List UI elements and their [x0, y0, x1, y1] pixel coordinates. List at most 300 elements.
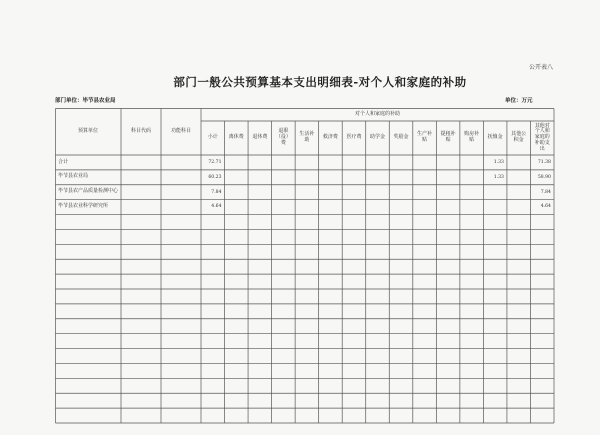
table-cell-value — [507, 349, 531, 364]
table-cell-value — [295, 274, 319, 289]
table-cell-value — [225, 170, 249, 185]
table-cell-value — [507, 408, 531, 423]
table-row-function-subject — [161, 229, 201, 244]
table-cell-value — [342, 363, 366, 378]
column-header: 抚恤金 — [487, 134, 503, 141]
table-cell-value — [460, 319, 484, 334]
table-row-subject-code — [121, 259, 161, 274]
table-cell-value — [319, 408, 343, 423]
table-cell-value — [389, 185, 413, 200]
table-cell-value — [413, 319, 437, 334]
table-cell-value — [483, 244, 507, 259]
column-header: 预算单位 — [77, 127, 98, 134]
table-cell-value — [460, 259, 484, 274]
table-cell-value — [436, 200, 460, 215]
table-cell-value — [389, 289, 413, 304]
table-cell-value — [530, 289, 554, 304]
table-row-function-subject — [161, 185, 201, 200]
table-cell-value — [366, 304, 390, 319]
table-row-unit-name — [55, 363, 121, 378]
table-cell-value — [413, 259, 437, 274]
table-cell-value — [389, 274, 413, 289]
table-cell-value — [460, 304, 484, 319]
column-header: 救济费 — [322, 134, 338, 141]
table-cell-value — [225, 349, 249, 364]
table-cell-value — [201, 393, 225, 408]
table-cell-value — [342, 229, 366, 244]
table-cell-value — [295, 215, 319, 230]
table-cell-value — [389, 363, 413, 378]
table-row-unit-name — [55, 259, 121, 274]
table-cell-value — [366, 200, 390, 215]
table-cell-value — [272, 304, 296, 319]
table-cell-value — [319, 185, 343, 200]
table-cell-value — [342, 244, 366, 259]
table-cell-value — [201, 259, 225, 274]
table-cell-value — [272, 274, 296, 289]
table-cell-value — [295, 363, 319, 378]
table-cell-value — [319, 229, 343, 244]
table-cell-value — [460, 244, 484, 259]
table-cell-value — [272, 170, 296, 185]
table-cell-value — [201, 289, 225, 304]
table-cell-value — [248, 289, 272, 304]
table-cell-value: 7.84 — [540, 189, 551, 195]
table-cell-value — [366, 334, 390, 349]
table-cell-value — [389, 170, 413, 185]
table-cell-value — [483, 408, 507, 423]
table-cell-value — [436, 304, 460, 319]
table-row-function-subject — [161, 334, 201, 349]
table-row-subject-code — [121, 393, 161, 408]
table-cell-value — [295, 259, 319, 274]
table-row-function-subject — [161, 170, 201, 185]
table-row-unit-name — [55, 289, 121, 304]
table-row-subject-code — [121, 349, 161, 364]
table-cell-value — [201, 363, 225, 378]
table-cell-value — [413, 393, 437, 408]
table-cell-value — [366, 259, 390, 274]
table-cell-value — [225, 274, 249, 289]
table-cell-value — [483, 200, 507, 215]
table-row-function-subject — [161, 155, 201, 170]
table-cell-value — [389, 319, 413, 334]
table-cell-value — [201, 244, 225, 259]
table-row-subject-code — [121, 229, 161, 244]
table-row-unit-name — [55, 393, 121, 408]
table-cell-value — [366, 170, 390, 185]
table-row-subject-code — [121, 185, 161, 200]
table-cell-value — [225, 319, 249, 334]
table-cell-value — [319, 170, 343, 185]
table-cell-value — [225, 200, 249, 215]
table-row-subject-code — [121, 155, 161, 170]
table-cell-value — [460, 155, 484, 170]
table-cell-value — [342, 200, 366, 215]
table-cell-value — [272, 334, 296, 349]
table-cell-value — [342, 215, 366, 230]
table-row-function-subject — [161, 244, 201, 259]
table-cell-value — [460, 349, 484, 364]
table-cell-value — [295, 393, 319, 408]
table-cell-value — [483, 349, 507, 364]
column-header: 离休费 — [228, 134, 244, 141]
table-cell-value — [248, 215, 272, 230]
table-cell-value — [248, 349, 272, 364]
column-header: 提租补贴 — [440, 131, 456, 143]
table-cell-value — [366, 215, 390, 230]
table-cell-value — [319, 393, 343, 408]
table-cell-value — [248, 319, 272, 334]
table-cell-value — [225, 378, 249, 393]
table-cell-value — [225, 215, 249, 230]
table-cell-value — [530, 349, 554, 364]
table-row-unit-name — [55, 378, 121, 393]
table-cell-value — [413, 334, 437, 349]
table-cell-value — [295, 304, 319, 319]
table-cell-value — [248, 304, 272, 319]
table-cell-value — [389, 155, 413, 170]
table-cell-value — [483, 378, 507, 393]
table-cell-value — [366, 244, 390, 259]
table-cell-value — [436, 408, 460, 423]
table-cell-value — [319, 200, 343, 215]
column-header: 科目代码 — [130, 127, 151, 134]
table-cell-value — [366, 319, 390, 334]
table-row-subject-code — [121, 319, 161, 334]
table-cell-value — [201, 319, 225, 334]
table-cell-value — [201, 229, 225, 244]
table-cell-value — [319, 378, 343, 393]
table-cell-value — [248, 244, 272, 259]
table-row-unit-name: 毕节县农业科学研究所 — [58, 203, 109, 210]
table-row-subject-code — [121, 408, 161, 423]
table-cell-value — [413, 155, 437, 170]
table-cell-value — [319, 155, 343, 170]
table-cell-value — [319, 363, 343, 378]
table-cell-value — [436, 334, 460, 349]
table-cell-value — [507, 289, 531, 304]
table-row-unit-name — [55, 408, 121, 423]
table-cell-value — [530, 408, 554, 423]
table-row-subject-code — [121, 244, 161, 259]
table-cell-value — [225, 334, 249, 349]
table-cell-value — [319, 244, 343, 259]
table-cell-value — [530, 378, 554, 393]
table-row-subject-code — [121, 378, 161, 393]
table-cell-value — [295, 229, 319, 244]
table-row-function-subject — [161, 259, 201, 274]
table-cell-value — [389, 304, 413, 319]
table-cell-value — [366, 155, 390, 170]
table-cell-value — [319, 349, 343, 364]
column-header: 助学金 — [369, 134, 385, 141]
group-header: 对个人和家庭的补助 — [354, 110, 400, 117]
table-row-subject-code — [121, 170, 161, 185]
table-cell-value — [272, 200, 296, 215]
table-row-function-subject — [161, 378, 201, 393]
table-cell-value — [295, 408, 319, 423]
table-cell-value — [413, 185, 437, 200]
table-cell-value — [483, 215, 507, 230]
table-cell-value — [319, 289, 343, 304]
table-cell-value — [295, 378, 319, 393]
table-cell-value — [342, 185, 366, 200]
table-cell-value — [507, 244, 531, 259]
table-cell-value — [483, 319, 507, 334]
table-cell-value: 1.33 — [493, 174, 504, 180]
table-cell-value — [225, 393, 249, 408]
table-cell-value — [389, 229, 413, 244]
table-row-unit-name — [55, 244, 121, 259]
table-row-function-subject — [161, 274, 201, 289]
column-header: 购房补贴 — [464, 131, 480, 143]
table-cell-value — [248, 378, 272, 393]
table-row-unit-name — [55, 319, 121, 334]
table-cell-value — [460, 229, 484, 244]
table-cell-value — [507, 185, 531, 200]
table-cell-value — [295, 155, 319, 170]
column-header: 小计 — [207, 134, 218, 141]
table-row-function-subject — [161, 304, 201, 319]
table-cell-value — [272, 408, 296, 423]
table-cell-value — [201, 378, 225, 393]
table-row-subject-code — [121, 304, 161, 319]
table-cell-value — [413, 274, 437, 289]
table-cell-value — [248, 185, 272, 200]
table-cell-value — [248, 170, 272, 185]
table-cell-value — [389, 393, 413, 408]
table-cell-value — [460, 170, 484, 185]
table-cell-value — [248, 259, 272, 274]
table-cell-value — [413, 215, 437, 230]
table-cell-value — [483, 185, 507, 200]
table-cell-value — [530, 215, 554, 230]
table-cell-value — [272, 289, 296, 304]
table-cell-value — [366, 289, 390, 304]
table-cell-value — [460, 363, 484, 378]
table-cell-value — [413, 244, 437, 259]
table-row-function-subject — [161, 349, 201, 364]
table-cell-value — [201, 215, 225, 230]
table-cell-value — [507, 259, 531, 274]
table-cell-value — [248, 408, 272, 423]
table-cell-value — [507, 170, 531, 185]
table-cell-value — [342, 259, 366, 274]
table-cell-value — [225, 244, 249, 259]
table-cell-value — [225, 304, 249, 319]
column-header: 其他对个人和家庭的补助支出 — [534, 122, 550, 152]
table-cell-value — [319, 319, 343, 334]
currency-unit-label: 单位：万元 — [505, 98, 533, 104]
table-cell-value — [483, 229, 507, 244]
table-cell-value: 60.23 — [208, 174, 222, 180]
table-cell-value — [366, 378, 390, 393]
table-cell-value — [483, 363, 507, 378]
table-cell-value — [389, 408, 413, 423]
table-cell-value — [319, 259, 343, 274]
table-cell-value — [342, 349, 366, 364]
table-cell-value — [319, 304, 343, 319]
table-cell-value — [483, 259, 507, 274]
table-cell-value — [460, 215, 484, 230]
table-cell-value — [460, 200, 484, 215]
table-cell-value — [507, 319, 531, 334]
table-cell-value — [225, 185, 249, 200]
table-cell-value — [389, 259, 413, 274]
table-cell-value — [225, 229, 249, 244]
table-cell-value — [342, 304, 366, 319]
table-cell-value — [413, 304, 437, 319]
table-row-function-subject — [161, 200, 201, 215]
table-row-subject-code — [121, 274, 161, 289]
table-cell-value — [201, 349, 225, 364]
table-cell-value — [342, 393, 366, 408]
table-cell-value — [413, 408, 437, 423]
table-row-unit-name: 合计 — [58, 158, 69, 165]
column-header: 生产补贴 — [417, 131, 433, 143]
table-row-subject-code — [121, 363, 161, 378]
table-cell-value — [460, 408, 484, 423]
table-cell-value — [413, 200, 437, 215]
table-cell-value — [225, 363, 249, 378]
table-cell-value — [507, 274, 531, 289]
table-cell-value — [460, 334, 484, 349]
table-cell-value — [295, 244, 319, 259]
table-cell-value — [530, 244, 554, 259]
table-cell-value — [483, 274, 507, 289]
table-cell-value — [413, 378, 437, 393]
table-cell-value — [272, 349, 296, 364]
table-cell-value — [530, 319, 554, 334]
table-cell-value — [460, 393, 484, 408]
table-row-unit-name: 毕节县农产品质量检测中心 — [58, 188, 119, 195]
table-cell-value — [342, 334, 366, 349]
column-header: 奖励金 — [393, 134, 409, 141]
table-cell-value — [342, 378, 366, 393]
table-cell-value — [295, 289, 319, 304]
table-row-unit-name — [55, 229, 121, 244]
table-cell-value — [366, 274, 390, 289]
table-cell-value — [507, 304, 531, 319]
table-row-unit-name — [55, 274, 121, 289]
table-cell-value — [319, 215, 343, 230]
table-cell-value — [248, 200, 272, 215]
table-cell-value — [436, 244, 460, 259]
table-cell-value: 58.90 — [537, 174, 551, 180]
table-cell-value — [389, 349, 413, 364]
table-cell-value — [460, 289, 484, 304]
table-cell-value — [366, 229, 390, 244]
table-cell-value — [436, 155, 460, 170]
table-cell-value — [272, 363, 296, 378]
table-cell-value: 71.38 — [537, 159, 551, 165]
table-cell-value — [295, 200, 319, 215]
table-cell-value — [366, 349, 390, 364]
table-cell-value — [413, 289, 437, 304]
table-row-subject-code — [121, 200, 161, 215]
table-cell-value — [389, 378, 413, 393]
table-row-unit-name: 毕节县农业局 — [58, 173, 89, 180]
table-cell-value — [389, 334, 413, 349]
table-cell-value — [460, 378, 484, 393]
table-cell-value — [248, 155, 272, 170]
table-cell-value — [201, 408, 225, 423]
table-row-function-subject — [161, 319, 201, 334]
table-cell-value — [248, 334, 272, 349]
table-cell-value — [460, 274, 484, 289]
table-cell-value — [389, 215, 413, 230]
table-cell-value — [460, 185, 484, 200]
table-cell-value — [436, 319, 460, 334]
table-cell-value — [225, 289, 249, 304]
table-cell-value — [295, 319, 319, 334]
table-cell-value — [342, 319, 366, 334]
table-cell-value — [295, 334, 319, 349]
table-cell-value — [342, 408, 366, 423]
table-cell-value — [436, 363, 460, 378]
table-cell-value — [319, 334, 343, 349]
table-cell-value — [436, 349, 460, 364]
table-row-function-subject — [161, 393, 201, 408]
table-cell-value — [483, 393, 507, 408]
table-cell-value — [272, 378, 296, 393]
table-cell-value — [507, 155, 531, 170]
table-cell-value — [366, 408, 390, 423]
table-cell-value — [530, 259, 554, 274]
table-cell-value — [272, 185, 296, 200]
table-cell-value — [507, 378, 531, 393]
table-cell-value — [342, 289, 366, 304]
table-row-unit-name — [55, 349, 121, 364]
table-cell-value: 4.64 — [211, 204, 222, 210]
table-cell-value — [389, 244, 413, 259]
table-cell-value — [507, 393, 531, 408]
table-cell-value — [248, 393, 272, 408]
document-code: 公开表八 — [529, 64, 554, 71]
table-cell-value — [366, 393, 390, 408]
table-cell-value — [413, 170, 437, 185]
table-cell-value — [248, 274, 272, 289]
table-cell-value: 7.84 — [211, 189, 222, 195]
column-header: 退职（役）费 — [275, 128, 291, 146]
table-cell-value — [272, 393, 296, 408]
table-cell-value — [225, 408, 249, 423]
column-header: 其他公积金 — [511, 131, 527, 143]
table-cell-value — [507, 334, 531, 349]
table-cell-value — [366, 363, 390, 378]
table-cell-value — [436, 185, 460, 200]
table-cell-value — [436, 274, 460, 289]
table-cell-value: 4.64 — [540, 204, 551, 210]
column-header: 生活补助 — [299, 131, 315, 143]
table-cell-value — [436, 289, 460, 304]
table-row-function-subject — [161, 363, 201, 378]
table-cell-value — [530, 274, 554, 289]
table-cell-value — [295, 349, 319, 364]
table-cell-value — [436, 393, 460, 408]
table-cell-value — [248, 363, 272, 378]
table-cell-value — [201, 274, 225, 289]
table-cell-value — [436, 229, 460, 244]
table-row-unit-name — [55, 215, 121, 230]
table-cell-value — [530, 393, 554, 408]
table-cell-value — [436, 259, 460, 274]
table-row-subject-code — [121, 289, 161, 304]
table-row-function-subject — [161, 408, 201, 423]
column-header: 功能科目 — [170, 127, 191, 134]
table-cell-value — [272, 244, 296, 259]
